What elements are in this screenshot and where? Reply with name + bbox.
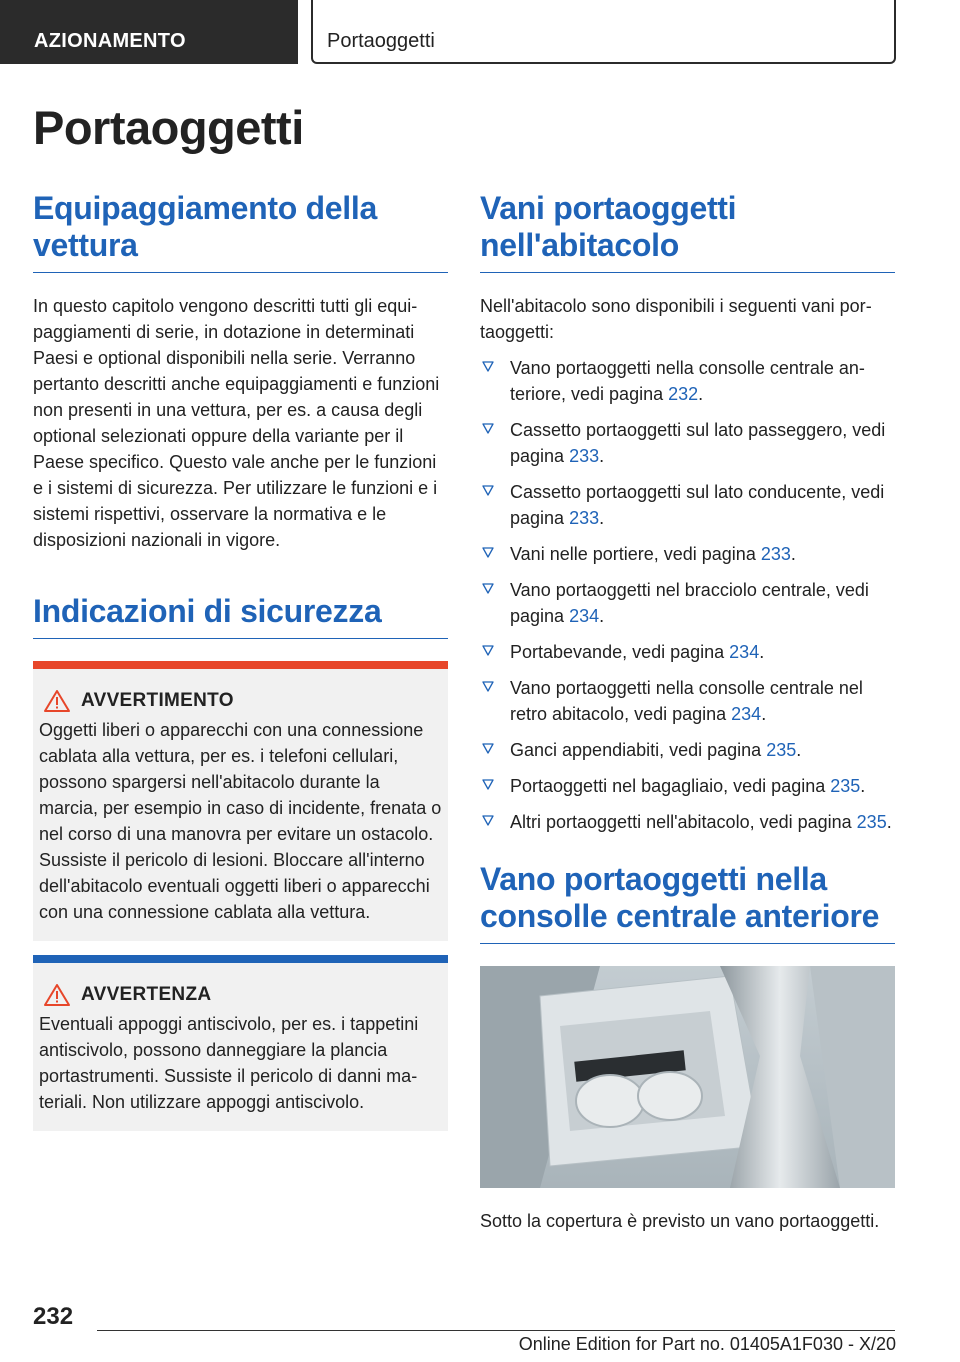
storage-list-item: [480, 355, 895, 407]
storage-item-text: Vano portaoggetti nella consolle centrale anteriore, vedi pagina: [510, 358, 865, 404]
notice-bar: [33, 955, 448, 963]
storage-item-text: Ganci appendiabiti, vedi pagina: [510, 740, 767, 760]
warning-title: AVVERTIMENTO: [81, 690, 234, 711]
page-number: 232: [33, 1303, 74, 1330]
storage-item-text: Portaoggetti nel bagagliaio, vedi pagina: [510, 776, 831, 796]
storage-list: [480, 355, 895, 835]
warning-box: [33, 661, 448, 941]
storage-list-item: [480, 737, 895, 763]
triangle-bullet-icon: [482, 361, 494, 373]
console-heading: Vano portaoggetti nella consolle centrale anteriore: [480, 861, 895, 944]
storage-item-end: .: [599, 508, 605, 528]
storage-item-end: .: [698, 384, 704, 404]
storage-item-end: .: [759, 642, 765, 662]
storage-item-text: Vani nelle portiere, vedi pagina: [510, 544, 761, 564]
page-link[interactable]: 234: [569, 606, 600, 626]
warning-text: Oggetti liberi o apparecchi con una connessione cablata alla vettura, per es. i telefoni cellulari, possono spargersi nell'abitacolo durante la marcia, per esempio in caso di incidente, frenata o nel corso di una manovra per evitare un ostacolo. Sussiste il pericolo di lesioni. Bloccare all'interno dell'abitacolo eventuali oggetti liberi o apparecchi con una connessione cablata alla vettura.: [39, 720, 442, 922]
storage-item-end: .: [599, 446, 605, 466]
storage-item-text: Cassetto portaoggetti sul lato conducente, vedi pagina: [510, 482, 885, 528]
section-tab: AZIONAMENTO: [0, 0, 298, 64]
triangle-bullet-icon: [482, 779, 494, 791]
triangle-bullet-icon: [482, 645, 494, 657]
triangle-bullet-icon: [482, 547, 494, 559]
storage-item-end: .: [761, 704, 767, 724]
page-link[interactable]: 235: [856, 812, 887, 832]
page-link[interactable]: 234: [729, 642, 760, 662]
warning-triangle-icon: [43, 983, 71, 1007]
console-photo: [480, 966, 895, 1188]
triangle-bullet-icon: [482, 743, 494, 755]
page-title: Portaoggetti: [33, 101, 304, 154]
left-column: [33, 190, 448, 1131]
console-illustration: [480, 966, 895, 1188]
triangle-bullet-icon: [482, 485, 494, 497]
storage-list-item: [480, 639, 895, 665]
page-header: [0, 0, 960, 66]
storage-item-text: Vano portaoggetti nella consolle centrale nel retro abitacolo, vedi pagina: [510, 678, 863, 724]
edition-footer: Online Edition for Part no. 01405A1F030 - X/20: [518, 1334, 896, 1354]
page-link[interactable]: 235: [766, 740, 797, 760]
page-link[interactable]: 235: [830, 776, 861, 796]
console-text: Sotto la copertura è previsto un vano portaoggetti.: [480, 1211, 880, 1231]
page-link[interactable]: 232: [668, 384, 699, 404]
storage-list-item: [480, 541, 895, 567]
notice-text: Eventuali appoggi antiscivolo, per es. i tappetini antiscivolo, possono danneggiare la plancia portastrumenti. Sussiste il pericolo di danni materiali. Non utilizzare appoggi antiscivolo.: [39, 1014, 419, 1112]
triangle-bullet-icon: [482, 815, 494, 827]
notice-box: [33, 955, 448, 1131]
storage-item-end: .: [599, 606, 605, 626]
triangle-bullet-icon: [482, 681, 494, 693]
storage-item-end: .: [860, 776, 866, 796]
triangle-bullet-icon: [482, 583, 494, 595]
storage-item-text: Vano portaoggetti nel bracciolo centrale, vedi pagina: [510, 580, 869, 626]
equipment-heading: Equipaggiamento della vettura: [33, 190, 448, 273]
page-link[interactable]: 233: [760, 544, 791, 564]
storage-list-item: [480, 577, 895, 629]
storage-item-end: .: [790, 544, 796, 564]
storage-list-item: [480, 417, 895, 469]
warning-bar: [33, 661, 448, 669]
storage-item-text: Altri portaoggetti nell'abitacolo, vedi pagina: [510, 812, 857, 832]
storage-heading: Vani portaoggetti nell'abitacolo: [480, 190, 895, 273]
storage-list-item: [480, 675, 895, 727]
storage-item-end: .: [796, 740, 802, 760]
warning-triangle-icon: [43, 689, 71, 713]
topic-tab: Portaoggetti: [311, 0, 896, 64]
equipment-paragraph: In questo capitolo vengono descritti tutti gli equipaggiamenti di serie, in dotazione in determinati Paesi e optional disponibili nella serie. Verranno pertanto descritti anche equipaggiamenti e funzioni non presenti in una vettura, per es. a causa degli optional selezionati oppure della variante per il Paese specifico. Questo vale anche per le funzioni e i sistemi di sicurezza. Per utilizzare le funzioni e i sistemi rispettivi, osservare la normativa e le disposizioni nazionali in vigore.: [33, 296, 440, 550]
storage-item-end: .: [886, 812, 892, 832]
page-link[interactable]: 233: [569, 446, 600, 466]
storage-intro: Nell'abitacolo sono disponibili i seguenti vani portaoggetti:: [480, 296, 872, 342]
page-link[interactable]: 233: [569, 508, 600, 528]
storage-list-item: [480, 809, 895, 835]
storage-list-item: [480, 479, 895, 531]
triangle-bullet-icon: [482, 423, 494, 435]
safety-heading: Indicazioni di sicurezza: [33, 593, 448, 639]
storage-item-text: Cassetto portaoggetti sul lato passeggero, vedi pagina: [510, 420, 886, 466]
notice-title: AVVERTENZA: [81, 984, 212, 1005]
right-column: [480, 190, 895, 1234]
footer-rule: [97, 1330, 895, 1331]
storage-list-item: [480, 773, 895, 799]
storage-item-text: Portabevande, vedi pagina: [510, 642, 730, 662]
page-link[interactable]: 234: [731, 704, 762, 724]
